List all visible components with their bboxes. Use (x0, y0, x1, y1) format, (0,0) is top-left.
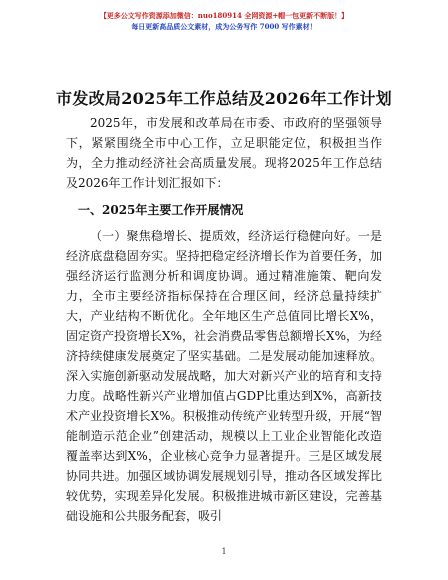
intro-paragraph: 2025年，市发展和改革局在市委、市政府的坚强领导下，紧紧围绕全市中心工作，立足职能定位，积极担当作为，全力推动经济社会高质量发展。现将2025年工作总结及2026年工作计划汇报如下： (66, 116, 382, 190)
promo-banner (0, 10, 448, 32)
document-body (66, 113, 382, 526)
section-heading: 一、2025年主要工作开展情况 (78, 203, 244, 217)
page-number: 1 (221, 547, 227, 556)
promo-line-1: 【更多公文写作资源添加微信：nuo180914 全网资源+帽一包更新不断版！】 (99, 11, 349, 20)
document-title: 市发改局2025年工作总结及2026年工作计划 (56, 89, 392, 108)
promo-line-2: 每日更新高品质公文素材，成为公务写作 7000 写作素材！ (131, 22, 317, 31)
subsection-paragraph: （一）聚焦稳增长、提质效，经济运行稳健向好。一是经济底盘稳固夯实。坚持把稳定经济增长作为首要任务，加强经济运行监测分析和调度协调。通过精准施策、靶向发力，全市主要经济指标保持在合理区间，经济总量持续扩大，产业结构不断优化。全年地区生产总值同比增长X%，固定资产投资增长X%，社会消费品零售总额增长X%，为经济持续健康发展奠定了坚实基础。二是发展动能加速释放。深入实施创新驱动发展战略，加大对新兴产业的培育和支持力度。战略性新兴产业增加值占GDP比重达到X%，高新技术产业投资增长X%。积极推动传统产业转型升级，开展“智能制造示范企业”创建活动，规模以上工业企业智能化改造覆盖率达到X%，企业核心竞争力显著提升。三是区域发展协同共进。加强区域协调发展规划引导，推动各区域发挥比较优势，实现差异化发展。积极推进城市新区建设，完善基础设施和公共服务配套，吸引 (66, 229, 382, 523)
